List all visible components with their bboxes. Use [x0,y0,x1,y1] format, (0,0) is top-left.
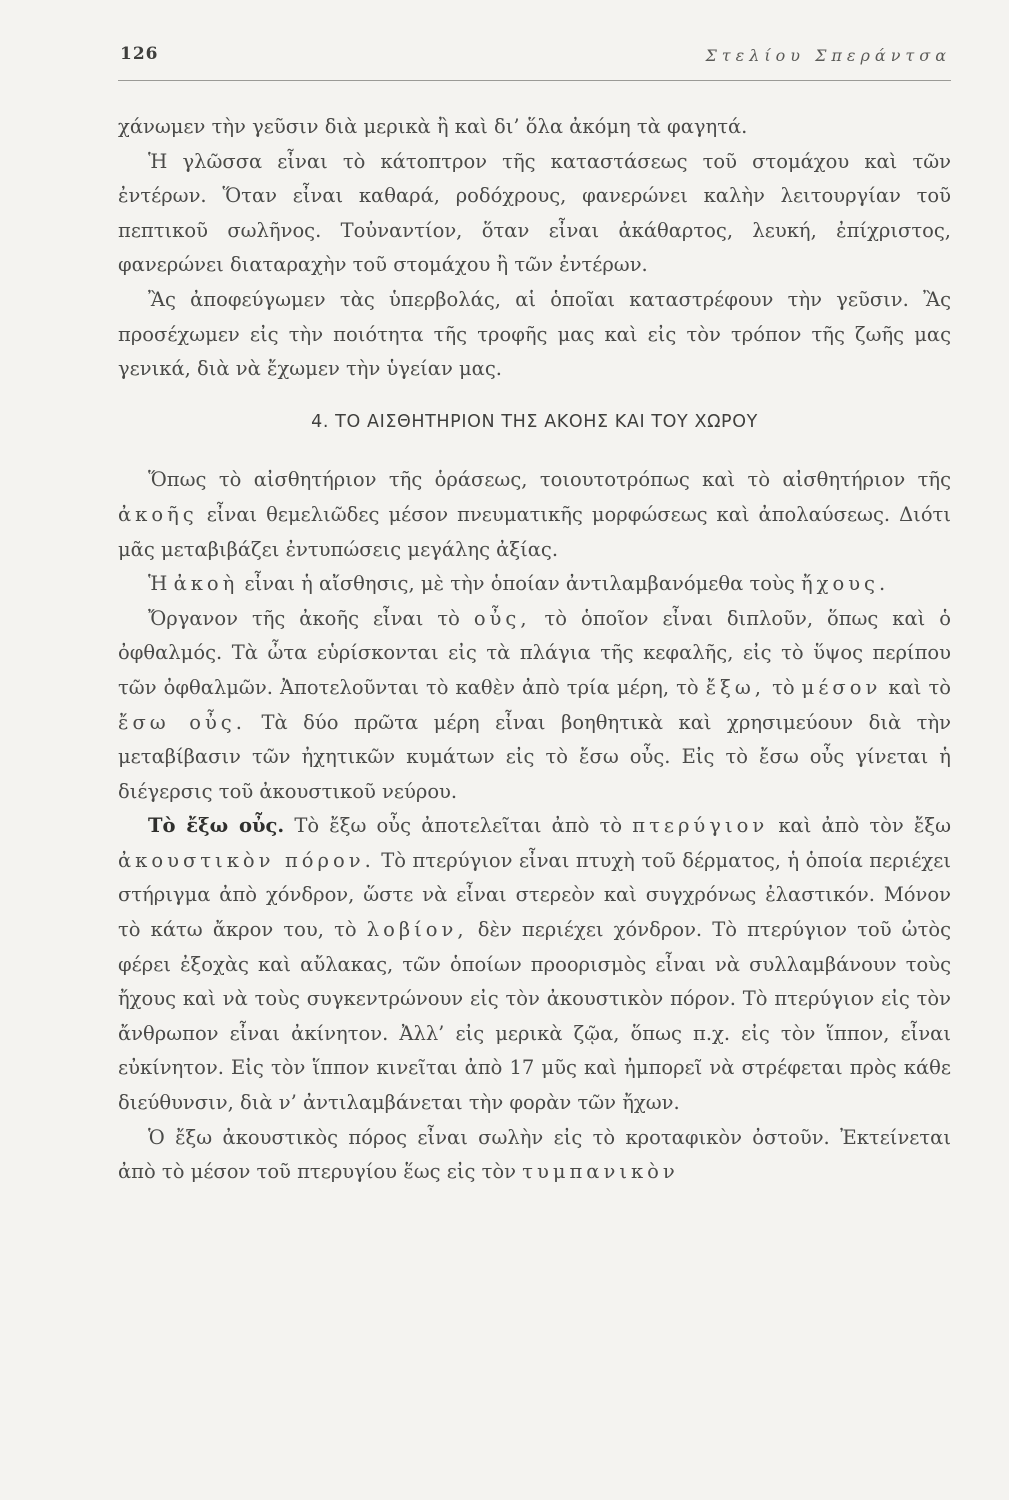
spaced-term: λοβίον, [366,918,468,942]
spaced-term: ἤχους. [800,572,890,596]
subsection-title: Τὸ ἔξω οὖς. [148,814,285,838]
text-run: τὸ [772,675,795,699]
spaced-term: ἀκουστικὸν πόρον. [118,848,375,872]
spaced-term: ἔξω, [705,675,765,699]
text-run: καὶ ἀπὸ τὸν ἔξω [778,814,952,838]
paragraph-1: χάνωμεν τὴν γεῦσιν διὰ μερικὰ ἢ καὶ δι’ ὅλα ἀκόμη τὰ φαγητά. [118,115,748,138]
header-rule [118,80,951,81]
section-heading: 4. ΤΟ ΑΙΣΘΗΤΗΡΙΟΝ ΤΗΣ ΑΚΟΗΣ ΚΑΙ ΤΟΥ ΧΩΡΟΥ [311,411,758,432]
text-run: δὲν περιέχει χόνδρον. Τὸ πτερύγιον τοῦ ὠτὸς φέρει ἐξοχὰς καὶ αὔλακας, τῶν ὁποίων προορισμὸς εἶναι νὰ συλλαμβάνουν τοὺς ἤχους καὶ νὰ τοὺς συγκεντρώνουν εἰς τὸν ἀκουστικὸν πόρον. Τὸ πτερύγιον εἰς τὸν ἄνθρωπον εἶναι ἀκίνητον. Ἀλλ’ εἰς μερικὰ ζῷα, ὅπως π.χ. εἰς τὸν ἵππον, εἶναι εὐκίνητον. Εἰς τὸν ἵππον κινεῖται ἀπὸ 17 μῦς καὶ ἠμπορεῖ νὰ στρέφεται πρὸς κάθε διεύθυνσιν, διὰ ν’ ἀντιλαμβάνεται τὴν φορὰν τῶν ἤχων. [118,918,952,1115]
spaced-term: οὖς, [473,606,531,630]
spaced-term: μέσον [801,675,882,699]
paragraph-7 [118,809,951,1120]
text-run: εἶναι θεμελιῶδες μέσον πνευματικῆς μορφώσεως καὶ ἀπολαύσεως. Διότι μᾶς μεταβιβάζει ἐντυπώσεις μεγάλης ἀξίας. [118,502,951,561]
text-run: Τὸ πτερύγιον εἶναι πτυχὴ τοῦ δέρματος, ἡ ὁποία περιέχει στήριγμα ἀπὸ χόνδρον, ὥστε νὰ εἶναι στερεὸν καὶ συγχρόνως ἐλαστικόν. Μόνον τὸ κάτω ἄκρον του, τὸ [118,848,951,942]
text-run: εἶναι ἡ αἴσθησις, μὲ τὴν ὁποίαν ἀντιλαμβανόμεθα τοὺς [244,572,795,596]
page-number: 126 [120,44,159,64]
text-run: Ὅπως τὸ αἰσθητήριον τῆς ὁράσεως, τοιουτοτρόπως καὶ τὸ αἰσθητήριον τῆς [148,468,951,492]
paragraph-8 [118,1121,951,1190]
paragraph-2: Ἡ γλῶσσα εἶναι τὸ κάτοπτρον τῆς καταστάσεως τοῦ στομάχου καὶ τῶν ἐντέρων. Ὅταν εἶναι καθαρά, ροδόχρους, φανερώνει καλὴν λειτουργίαν τοῦ πεπτικοῦ σωλῆνος. Τοὐναντίον, ὅταν εἶναι ἀκάθαρτος, λευκή, ἐπίχριστος, φανερώνει διαταραχὴν τοῦ στομάχου ἢ τῶν ἐντέρων. [118,149,951,277]
spaced-term: ἀκοὴ [173,572,239,596]
text-run: Ὄργανον τῆς ἀκοῆς εἶναι τὸ [148,606,460,630]
text-run: Ὁ ἔξω ἀκουστικὸς πόρος εἶναι σωλὴν εἰς τὸ κροταφικὸν ὀστοῦν. Ἐκτείνεται ἀπὸ τὸ μέσον τοῦ πτερυγίου ἕως εἰς τὸν [118,1125,951,1184]
text-run: τὸ ὁποῖον εἶναι διπλοῦν, ὅπως καὶ ὁ ὀφθαλμός. Τὰ ὦτα εὑρίσκονται εἰς τὰ πλάγια τῆς κεφαλῆς, εἰς τὸ ὕψος περίπου τῶν ὀφθαλμῶν. Ἀποτελοῦνται τὸ καθὲν ἀπὸ τρία μέρη, τὸ [118,606,951,699]
page-body [118,110,951,1190]
text-run: Τὸ ἔξω οὖς ἀποτελεῖται ἀπὸ τὸ [294,814,623,838]
text-run: Ἡ [148,572,168,596]
paragraph-4 [118,463,951,567]
spaced-term: ἀκοῆς [118,502,198,526]
running-head: Στελίου Σπεράντσα [705,46,951,65]
text-run: Τὰ δύο πρῶτα μέρη εἶναι βοηθητικὰ καὶ χρησιμεύουν διὰ τὴν μεταβίβασιν τῶν ἠχητικῶν κυμάτων εἰς τὸ ἔσω οὖς. Εἰς τὸ ἔσω οὖς γίνεται ἡ διέγερσις τοῦ ἀκουστικοῦ νεύρου. [118,710,951,803]
paragraph-3: Ἂς ἀποφεύγωμεν τὰς ὑπερβολάς, αἱ ὁποῖαι καταστρέφουν τὴν γεῦσιν. Ἂς προσέχωμεν εἰς τὴν ποιότητα τῆς τροφῆς μας καὶ εἰς τὸν τρόπον τῆς ζωῆς μας γενικά, διὰ νὰ ἔχωμεν τὴν ὑγείαν μας. [118,287,951,381]
spaced-term: πτερύγιον [632,814,769,838]
spaced-term: ἔσω οὖς. [118,710,246,734]
paragraph-5 [118,567,951,602]
paragraph-6 [118,602,951,810]
text-run: καὶ τὸ [888,675,951,699]
spaced-term: τυμπανικὸν [522,1160,679,1184]
